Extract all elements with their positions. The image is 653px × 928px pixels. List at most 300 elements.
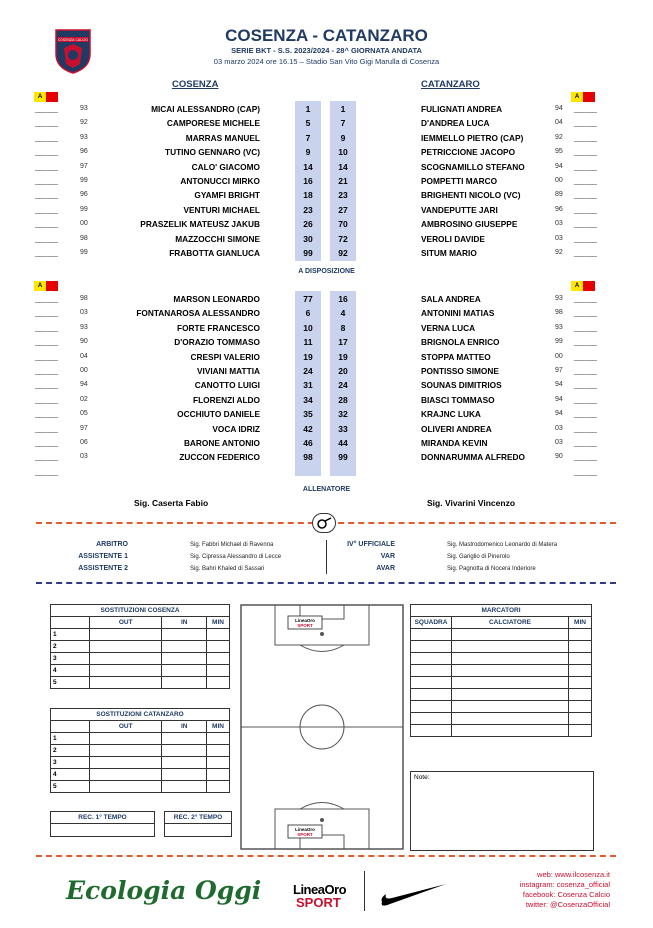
- away-card-blank[interactable]: ___ ___: [574, 204, 596, 214]
- away-player-year: 03: [555, 220, 563, 228]
- away-card-blank[interactable]: ___ ___: [574, 322, 596, 332]
- home-player-number: 26: [303, 219, 313, 230]
- subs-cell[interactable]: [162, 677, 207, 689]
- away-player-year: 89: [555, 191, 563, 199]
- subs-cell[interactable]: [90, 653, 162, 665]
- home-player-name: FRABOTTA GIANLUCA: [169, 248, 260, 258]
- away-player-number: 16: [338, 294, 348, 304]
- card-legend-home: A E: [34, 92, 58, 102]
- official-name: Sig. Bahri Khaled di Sassari: [190, 566, 265, 572]
- away-player-year: 94: [555, 410, 563, 418]
- home-card-blank[interactable]: ___ ___: [35, 337, 57, 347]
- official-name: Sig. Fabbri Michael di Ravenna: [190, 542, 274, 548]
- subs-cell[interactable]: [90, 781, 162, 793]
- away-card-blank[interactable]: ___ ___: [574, 219, 596, 229]
- home-player-year: 93: [80, 133, 88, 141]
- home-player-year: 03: [80, 309, 88, 317]
- scorers-cell[interactable]: [411, 689, 452, 701]
- home-player-year: 98: [80, 295, 88, 302]
- scorers-cell[interactable]: [411, 713, 452, 725]
- officials-divider: [326, 540, 327, 574]
- official-role: IV° UFFICIALE: [347, 541, 395, 548]
- scorers-cell[interactable]: [452, 677, 569, 689]
- card-legend-away-bench: A E: [571, 281, 595, 291]
- away-card-blank[interactable]: ___ ___: [574, 147, 596, 157]
- footer-separator: [36, 855, 616, 857]
- home-card-blank[interactable]: ___ ___: [35, 409, 57, 419]
- home-card-blank[interactable]: ___ ___: [35, 466, 57, 476]
- scorers-cell[interactable]: [411, 653, 452, 665]
- away-player-year: 92: [555, 249, 563, 256]
- subs-col-header: MIN: [207, 617, 230, 629]
- facebook-link[interactable]: facebook: Cosenza Calcio: [522, 890, 610, 899]
- subs-cell[interactable]: [162, 745, 207, 757]
- home-player-year: 96: [80, 191, 88, 199]
- subs-blank-header: [51, 617, 90, 629]
- scorers-table: [410, 604, 592, 737]
- home-player-year: 00: [80, 220, 88, 228]
- away-player-number: 72: [338, 233, 348, 244]
- home-player-name: CANOTTO LUIGI: [194, 380, 260, 391]
- scorers-cell[interactable]: [452, 689, 569, 701]
- subs-row-number: 4: [51, 665, 90, 677]
- away-player-name: MIRANDA KEVIN: [421, 438, 488, 448]
- away-card-blank[interactable]: ___ ___: [574, 132, 596, 142]
- home-player-number: 98: [303, 452, 313, 463]
- card-legend-home-bench: A E: [34, 281, 58, 291]
- subs-cell[interactable]: [90, 677, 162, 689]
- away-player-year: 04: [555, 119, 563, 127]
- scorers-cell[interactable]: [452, 725, 569, 737]
- home-player-name: OCCHIUTO DANIELE: [177, 409, 260, 420]
- away-card-blank[interactable]: ___ ___: [574, 104, 596, 113]
- scorers-cell[interactable]: [569, 665, 592, 677]
- scorers-cell[interactable]: [452, 665, 569, 677]
- match-title: COSENZA - CATANZARO: [225, 26, 428, 45]
- scorers-cell[interactable]: [411, 677, 452, 689]
- scorers-cell[interactable]: [569, 677, 592, 689]
- official-role: ARBITRO: [96, 541, 128, 548]
- away-player-number: 17: [338, 337, 348, 348]
- card-legend-away: A E: [571, 92, 595, 102]
- home-player-number: 31: [303, 380, 313, 391]
- away-player-name: STOPPA MATTEO: [421, 351, 491, 362]
- subs-blank-header: [51, 721, 90, 733]
- home-player-name: VENTURI MICHAEL: [183, 204, 260, 215]
- home-player-number: 34: [303, 394, 313, 405]
- home-player-year: 93: [80, 105, 88, 112]
- scorers-cell[interactable]: [452, 653, 569, 665]
- away-player-year: 94: [555, 381, 563, 389]
- away-card-blank[interactable]: ___ ___: [574, 380, 596, 390]
- official-role: VAR: [380, 553, 395, 560]
- away-player-number: 23: [338, 190, 348, 201]
- subs-cell[interactable]: [207, 641, 230, 653]
- away-player-year: 00: [555, 177, 563, 184]
- home-player-year: 99: [80, 205, 88, 213]
- away-card-blank[interactable]: ___ ___: [574, 118, 596, 128]
- home-player-year: 02: [80, 395, 88, 403]
- home-player-name: MICAI ALESSANDRO (CAP): [151, 104, 260, 114]
- official-name: Sig. Mastrodomenico Leonardo di Matera: [447, 542, 558, 548]
- subs-cell[interactable]: [90, 733, 162, 745]
- home-player-number: 1: [305, 104, 311, 114]
- home-player-name: MARRAS MANUEL: [185, 132, 260, 143]
- sponsor-lineaoro: LineaOro: [293, 882, 347, 897]
- away-card-blank[interactable]: ___ ___: [574, 452, 596, 462]
- away-player-year: 94: [555, 162, 563, 170]
- home-card-blank[interactable]: ___ ___: [35, 308, 57, 318]
- away-player-number: 9: [340, 132, 346, 143]
- away-player-number: 4: [340, 308, 346, 319]
- subs-row-number: 3: [51, 653, 90, 665]
- sponsor-sport: SPORT: [296, 895, 341, 910]
- scorers-cell[interactable]: [569, 653, 592, 665]
- subs-cell[interactable]: [162, 781, 207, 793]
- home-card-blank[interactable]: ___ ___: [35, 176, 57, 185]
- away-player-name: AMBROSINO GIUSEPPE: [421, 219, 518, 230]
- notes-label: Note:: [414, 774, 430, 781]
- away-player-number: 32: [338, 409, 348, 420]
- home-player-number: 14: [303, 161, 313, 172]
- competition-subtitle: SERIE BKT - S.S. 2023/2024 - 28^ GIORNATA ANDATA: [231, 46, 422, 55]
- away-player-number: 19: [338, 351, 348, 362]
- subs-cell[interactable]: [162, 641, 207, 653]
- official-role: AVAR: [376, 565, 395, 572]
- home-card-blank[interactable]: ___ ___: [35, 233, 57, 243]
- home-card-blank[interactable]: ___ ___: [35, 190, 57, 200]
- home-player-year: 06: [80, 439, 88, 446]
- home-card-blank[interactable]: ___ ___: [35, 219, 57, 229]
- scorers-title: MARCATORI: [411, 605, 592, 617]
- away-player-number: 21: [338, 176, 348, 186]
- subs-away-table: [50, 708, 230, 793]
- away-coach: Sig. Vivarini Vincenzo: [427, 498, 516, 508]
- away-team-header: CATANZARO: [421, 79, 480, 90]
- scorers-cell[interactable]: [569, 713, 592, 725]
- away-card-blank[interactable]: ___ ___: [574, 409, 596, 419]
- home-card-blank[interactable]: ___ ___: [35, 438, 57, 447]
- whistle-icon: [312, 513, 336, 533]
- subs-cell[interactable]: [162, 653, 207, 665]
- instagram-link[interactable]: instagram: cosenza_official: [519, 880, 610, 889]
- home-card-blank[interactable]: ___ ___: [35, 322, 57, 332]
- away-player-number: 44: [338, 438, 348, 448]
- home-team-header: COSENZA: [172, 79, 219, 90]
- home-player-name: CALO' GIACOMO: [191, 161, 260, 172]
- away-player-year: 90: [555, 453, 563, 461]
- subs-cell[interactable]: [207, 769, 230, 781]
- subs-cell[interactable]: [90, 757, 162, 769]
- official-name: Sig. Cipressa Alessandro di Lecce: [190, 554, 282, 560]
- coach-label: ALLENATORE: [302, 486, 351, 493]
- subs-col-header: OUT: [90, 721, 162, 733]
- scorers-cell[interactable]: [411, 629, 452, 641]
- home-player-number: 24: [303, 366, 313, 376]
- notes-box[interactable]: [410, 771, 594, 851]
- subs-col-header: IN: [162, 617, 207, 629]
- away-player-name: KRAJNC LUKA: [421, 409, 481, 420]
- home-player-name: VIVIANI MATTIA: [197, 366, 260, 376]
- subs-cell[interactable]: [90, 769, 162, 781]
- subs-row-number: 2: [51, 745, 90, 757]
- subs-row-number: 1: [51, 629, 90, 641]
- away-player-number: 14: [338, 161, 348, 172]
- home-player-year: 92: [80, 119, 88, 127]
- home-player-year: 98: [80, 234, 88, 242]
- home-player-number: 5: [305, 118, 311, 129]
- away-player-name: SCOGNAMILLO STEFANO: [421, 161, 525, 172]
- sponsor-divider: [364, 871, 365, 911]
- away-player-year: 94: [555, 105, 563, 112]
- svg-text:SPORT: SPORT: [297, 832, 313, 837]
- home-player-number: 10: [303, 322, 313, 333]
- away-player-name: SOUNAS DIMITRIOS: [421, 380, 502, 391]
- scorers-cell[interactable]: [569, 725, 592, 737]
- away-card-blank[interactable]: ___ ___: [574, 337, 596, 347]
- home-card-blank[interactable]: ___ ___: [35, 104, 57, 113]
- nike-swoosh-icon: [378, 882, 448, 908]
- home-player-year: 97: [80, 424, 88, 432]
- home-player-number: 19: [303, 351, 313, 362]
- subs-cell[interactable]: [162, 757, 207, 769]
- home-card-blank[interactable]: ___ ___: [35, 204, 57, 214]
- away-player-name: OLIVERI ANDREA: [421, 423, 492, 434]
- home-player-name: VOCA IDRIZ: [212, 423, 260, 434]
- subs-cell[interactable]: [207, 757, 230, 769]
- subs-title: SOSTITUZIONI COSENZA: [51, 605, 230, 617]
- away-player-name: BRIGHENTI NICOLO (VC): [421, 190, 521, 201]
- away-player-name: POMPETTI MARCO: [421, 176, 498, 186]
- away-player-name: D'ANDREA LUCA: [421, 118, 490, 129]
- away-player-number: 8: [340, 322, 346, 333]
- home-player-number: 23: [303, 204, 313, 215]
- away-player-year: 96: [555, 205, 563, 213]
- scorers-cell[interactable]: [411, 665, 452, 677]
- subs-col-header: MIN: [207, 721, 230, 733]
- home-player-name: ZUCCON FEDERICO: [179, 452, 260, 463]
- home-player-year: 99: [80, 249, 88, 256]
- away-player-number: 10: [338, 147, 348, 158]
- away-card-blank[interactable]: ___ ___: [574, 308, 596, 318]
- home-player-year: 93: [80, 323, 88, 331]
- subs-col-header: IN: [162, 721, 207, 733]
- away-player-year: 94: [555, 395, 563, 403]
- svg-text:SPORT: SPORT: [297, 623, 313, 628]
- away-card-blank[interactable]: ___ ___: [574, 366, 596, 375]
- subs-cell[interactable]: [162, 629, 207, 641]
- away-card-blank[interactable]: ___ ___: [574, 438, 596, 447]
- away-player-number: 28: [338, 394, 348, 405]
- home-player-name: BARONE ANTONIO: [183, 438, 260, 448]
- away-player-year: 99: [555, 338, 563, 346]
- home-player-name: CRESPI VALERIO: [190, 351, 260, 362]
- scorers-cell[interactable]: [569, 689, 592, 701]
- away-card-blank[interactable]: ___ ___: [574, 161, 596, 171]
- away-card-blank[interactable]: ___ ___: [574, 423, 596, 433]
- away-player-name: SALA ANDREA: [421, 294, 481, 304]
- home-player-year: 05: [80, 410, 88, 418]
- away-player-number: 1: [340, 104, 346, 114]
- away-player-year: 00: [555, 352, 563, 360]
- home-card-blank[interactable]: ___ ___: [35, 423, 57, 433]
- home-card-blank[interactable]: ___ ___: [35, 118, 57, 128]
- away-player-year: 03: [555, 234, 563, 242]
- subs-cell[interactable]: [207, 745, 230, 757]
- home-card-blank[interactable]: ___ ___: [35, 394, 57, 404]
- away-card-blank[interactable]: ___ ___: [574, 294, 596, 303]
- away-player-number: 27: [338, 204, 348, 215]
- subs-row-number: 4: [51, 769, 90, 781]
- home-player-number: 18: [303, 190, 313, 201]
- subs-cell[interactable]: [207, 653, 230, 665]
- scorers-col-header: CALCIATORE: [452, 617, 569, 629]
- scorers-cell[interactable]: [411, 725, 452, 737]
- away-player-number: 7: [340, 118, 346, 129]
- scorers-cell[interactable]: [452, 641, 569, 653]
- subs-row-number: 5: [51, 781, 90, 793]
- web-link[interactable]: web: www.ilcosenza.it: [537, 870, 610, 879]
- away-player-name: VANDEPUTTE JARI: [421, 204, 498, 215]
- away-player-name: SITUM MARIO: [421, 248, 477, 258]
- home-player-name: MAZZOCCHI SIMONE: [175, 233, 260, 244]
- away-player-name: BIASCI TOMMASO: [421, 394, 495, 405]
- home-player-number: 9: [305, 147, 311, 158]
- away-player-name: VEROLI DAVIDE: [421, 233, 485, 244]
- svg-text:COSENZA CALCIO: COSENZA CALCIO: [57, 38, 89, 42]
- official-role: ASSISTENTE 2: [78, 565, 128, 572]
- away-card-blank[interactable]: ___ ___: [574, 190, 596, 200]
- match-details: 03 marzo 2024 ore 16.15 – Stadio San Vito Gigi Marulla di Cosenza: [213, 57, 440, 66]
- subs-title: SOSTITUZIONI CATANZARO: [51, 709, 230, 721]
- away-player-name: FULIGNATI ANDREA: [421, 104, 503, 114]
- away-card-blank[interactable]: ___ ___: [574, 248, 596, 257]
- home-player-name: FONTANAROSA ALESSANDRO: [136, 308, 260, 319]
- home-player-number: 99: [303, 248, 313, 258]
- home-coach: Sig. Caserta Fabio: [134, 498, 209, 508]
- subs-row-number: 5: [51, 677, 90, 689]
- away-player-number: 33: [338, 423, 348, 434]
- scorers-cell[interactable]: [452, 701, 569, 713]
- rec1-label: REC. 1° TEMPO: [51, 812, 154, 824]
- subs-cell[interactable]: [90, 629, 162, 641]
- subs-cell[interactable]: [90, 641, 162, 653]
- home-player-year: 94: [80, 381, 88, 389]
- scorers-cell[interactable]: [452, 629, 569, 641]
- subs-cell[interactable]: [162, 665, 207, 677]
- home-player-number: 46: [303, 438, 313, 448]
- official-name: Sig. Pagnotta di Nocera Inderiore: [447, 566, 536, 572]
- subs-cell[interactable]: [207, 677, 230, 689]
- home-player-number: 7: [305, 132, 311, 143]
- away-player-number: 99: [338, 452, 348, 463]
- home-player-name: FORTE FRANCESCO: [177, 322, 260, 333]
- subs-home-table: [50, 604, 230, 689]
- scorers-cell[interactable]: [569, 641, 592, 653]
- scorers-cell[interactable]: [411, 701, 452, 713]
- home-player-year: 03: [80, 453, 88, 461]
- home-player-year: 90: [80, 338, 88, 346]
- scorers-cell[interactable]: [569, 701, 592, 713]
- home-card-blank[interactable]: ___ ___: [35, 380, 57, 390]
- away-card-blank[interactable]: ___ ___: [574, 351, 596, 361]
- subs-row-number: 1: [51, 733, 90, 745]
- subs-cell[interactable]: [207, 733, 230, 745]
- home-card-blank[interactable]: ___ ___: [35, 147, 57, 157]
- home-player-year: 99: [80, 177, 88, 184]
- home-card-blank[interactable]: ___ ___: [35, 161, 57, 171]
- home-card-blank[interactable]: ___ ___: [35, 132, 57, 142]
- rec2-box[interactable]: [164, 811, 232, 837]
- home-player-name: GYAMFI BRIGHT: [194, 190, 260, 201]
- home-card-blank[interactable]: ___ ___: [35, 248, 57, 257]
- home-card-blank[interactable]: ___ ___: [35, 452, 57, 462]
- scorers-col-header: MIN: [569, 617, 592, 629]
- away-player-number: 24: [338, 380, 348, 391]
- away-player-name: PONTISSO SIMONE: [421, 366, 499, 376]
- twitter-link[interactable]: twitter: @CosenzaOfficial: [525, 900, 610, 909]
- home-player-name: D'ORAZIO TOMMASO: [174, 337, 260, 348]
- sponsor-ecologia-oggi: Ecologia Oggi: [66, 876, 262, 905]
- away-card-blank[interactable]: ___ ___: [574, 176, 596, 185]
- home-player-name: ANTONUCCI MIRKO: [180, 176, 260, 186]
- scorers-cell[interactable]: [569, 629, 592, 641]
- away-player-year: 95: [555, 148, 563, 156]
- bench-label: A DISPOSIZIONE: [298, 268, 355, 275]
- away-card-blank[interactable]: ___ ___: [574, 394, 596, 404]
- home-player-number: 16: [303, 176, 313, 186]
- subs-cell[interactable]: [207, 665, 230, 677]
- home-player-year: 04: [80, 352, 88, 360]
- home-card-blank[interactable]: ___ ___: [35, 366, 57, 375]
- subs-cell[interactable]: [162, 733, 207, 745]
- svg-text:LineaOro: LineaOro: [295, 827, 315, 832]
- subs-cell[interactable]: [90, 665, 162, 677]
- rec2-label: REC. 2° TEMPO: [165, 812, 231, 824]
- away-player-name: ANTONINI MATIAS: [421, 308, 495, 319]
- away-player-year: 92: [555, 133, 563, 141]
- subs-cell[interactable]: [90, 745, 162, 757]
- rec1-box[interactable]: [50, 811, 155, 837]
- official-name: Sig. Gariglio di Pinerolo: [447, 554, 510, 560]
- away-player-name: VERNA LUCA: [421, 322, 476, 333]
- subs-cell[interactable]: [207, 781, 230, 793]
- home-player-year: 96: [80, 148, 88, 156]
- away-player-year: 97: [555, 367, 563, 374]
- svg-text:LineaOro: LineaOro: [295, 618, 315, 623]
- subs-row-number: 3: [51, 757, 90, 769]
- official-role: ASSISTENTE 1: [78, 553, 128, 560]
- subs-col-header: OUT: [90, 617, 162, 629]
- home-player-year: 00: [80, 367, 88, 374]
- football-pitch: [240, 604, 404, 850]
- away-card-blank[interactable]: ___ ___: [574, 466, 596, 476]
- away-player-name: IEMMELLO PIETRO (CAP): [421, 132, 524, 143]
- home-player-year: 97: [80, 162, 88, 170]
- away-card-blank[interactable]: ___ ___: [574, 233, 596, 243]
- scorers-cell[interactable]: [411, 641, 452, 653]
- home-card-blank[interactable]: ___ ___: [35, 294, 57, 303]
- home-card-blank[interactable]: ___ ___: [35, 351, 57, 361]
- home-player-name: MARSON LEONARDO: [173, 294, 260, 304]
- home-player-number: 11: [303, 337, 313, 348]
- home-player-number: 30: [303, 233, 313, 244]
- home-player-name: CAMPORESE MICHELE: [166, 118, 260, 129]
- scorers-cell[interactable]: [452, 713, 569, 725]
- subs-cell[interactable]: [207, 629, 230, 641]
- home-player-number: 42: [303, 423, 313, 434]
- subs-cell[interactable]: [162, 769, 207, 781]
